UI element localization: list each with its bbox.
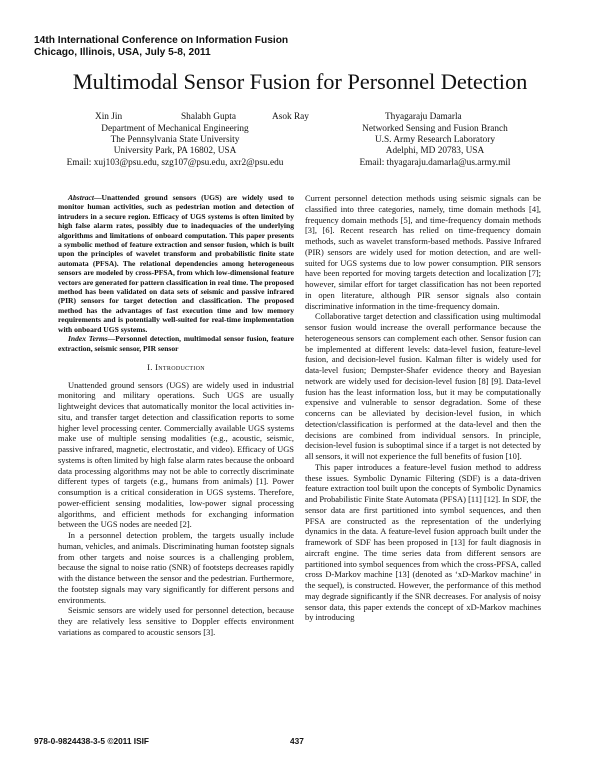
page-number: 437 xyxy=(290,736,304,746)
affiliation-city: Adelphi, MD 20783, USA xyxy=(385,146,485,157)
affiliation-city: University Park, PA 16802, USA xyxy=(113,146,237,157)
paragraph: In a personnel detection problem, the targets usually include human, vehicles, and animals. Discriminating human footstep signals from other targets and noise sources is a challenging problem, because the signal to noise ratio (SNR) of footsteps decreases rapidly with the distance between the sensor and the pedestrian. Furthermore, the footstep signals may vary significantly for different persons and environments. xyxy=(58,530,294,605)
author-name: Shalabh Gupta xyxy=(181,112,236,122)
section-title: Introduction xyxy=(155,361,205,372)
index-terms-label: Index Terms xyxy=(68,334,108,344)
conference-header xyxy=(34,35,288,58)
abstract-text: —Unattended ground sensors (UGS) are widely used to monitor human activities, such as pedestrian motion and detection of intruders in a secure region. Efficacy of UGS systems is often limited by high false alarm rates, possibly due to inadequacies of the underlying algorithms and limitations of onboard computation. This paper presents a symbolic method of feature extraction and sensor fusion, which is built upon the principles of wavelet transform and probabilistic finite state automata (PFSA). The relational dependencies among heterogeneous sensors are modeled by cross-PFSA, from which low-dimensional feature vectors are generated for pattern classification in real time. The proposed method has been validated on data sets of seismic and passive infrared (PIR) sensors for target detection and classification. The proposed method has the advantages of fast execution time and low memory requirements and is potentially well-suited for real-time implementation with onboard UGS systems. xyxy=(58,193,294,334)
affiliation-university: The Pennsylvania State University xyxy=(110,135,240,146)
author-name: Thyagaraju Damarla xyxy=(385,112,462,122)
conference-name: 14th International Conference on Information Fusion xyxy=(34,35,289,46)
paragraph: Unattended ground sensors (UGS) are widely used in industrial monitoring and military operations. Such UGS are usually lightweight devices that automatically monitor the local activities in-situ, and transfer target detection and classification reports to some higher level processing center. Commercially available UGS systems make use of multiple sensing modalities (e.g., acoustic, seismic, passive infrared, magnetic, electrostatic, and video). Efficacy of UGS systems is often limited by high false alarm rates because the onboard data processing algorithms may not be able to correctly discriminate different types of targets (e.g., humans from animals) [1]. Power consumption is a critical consideration in UGS systems. Therefore, power-efficient sensing modalities, low-power signal processing algorithms, and efficient methods for exchanging information between the UGS nodes are needed [2]. xyxy=(58,379,294,530)
index-terms xyxy=(58,334,294,353)
affiliation-dept: Department of Mechanical Engineering xyxy=(101,124,249,134)
paper-title: Multimodal Sensor Fusion for Personnel Detection xyxy=(72,69,528,94)
conference-location: Chicago, Illinois, USA, July 5-8, 2011 xyxy=(34,46,211,58)
paragraph: Current personnel detection methods using seismic signals can be classified into three categories, namely, time domain methods [4], frequency domain methods [5], and time-frequency domain methods [3], [6]. Recent research has relied on time-frequency domain methods, such as wavelet transform-based methods. Passive Infrared (PIR) sensors are widely used for motion detection, and are well-suited for UGS systems due to low power consumption. PIR sensors have been reported for moving targets detection and localization [7]; however, similar effort for target classification has not been reported in open literature, although PIR sensor signals also contain discriminative information in the time-frequency domain. xyxy=(305,193,541,311)
affiliation-email: Email: thyagaraju.damarla@us.army.mil xyxy=(359,157,511,168)
paragraph: Collaborative target detection and classification using multimodal sensor fusion would increase the overall performance because the heterogeneous sensors can complement each other. Sensor fusion can be implemented at different levels: data-level fusion, feature-level fusion, and decision-level fusion. Kalman filter is widely used for data-level fusion; Dempster-Shafer evidence theory and Bayesian network are widely used for decision-level fusion [8] [9]. Data-level fusion has the least information loss, but it may be computationally expensive and vulnerable to sensor degradation. Some of these concerns can be alleviated by decision-level fusion, in which detection/classification is performed at the data-level and then the decisions are combined from individual sensors. In principle, decision-level fusion is suboptimal since if a target is not detected by all sensors, it will not experience the full benefits of fusion [10]. xyxy=(305,311,541,461)
paragraph: This paper introduces a feature-level fusion method to address these issues. Symbolic Dynamic Filtering (SDF) is a data-driven feature extraction tool built upon the concepts of Symbolic Dynamics and Probabilistic Finite State Automata (PFSA) [11] [12]. In SDF, the sensor data are first partitioned into symbol sequences, and then PFSA are constructed as the representation of the underlying dynamics in the data. A feature-level fusion approach built under the framework of SDF has been proposed in [13] for fault diagnosis in aircraft engine. The time series data from different sensors are partitioned into symbol sequences from which the cross-PFSA, called cross D-Markov machine [13] (denoted as ‘xD-Markov machine’ in the sequel), is constructed. However, the performance of this method may degrade significantly if the SNR decreases. For analysis of noisy sensor data, this paper extends the concept of xD-Markov machines by introducing xyxy=(305,461,541,623)
paragraph: Seismic sensors are widely used for personnel detection, because they are relatively less sensitive to Doppler effects environment variations as compared to acoustic sensors [3]. xyxy=(58,605,294,637)
affiliation-left xyxy=(60,124,290,169)
section-number: I. xyxy=(147,361,153,372)
affiliation-org: U.S. Army Research Laboratory xyxy=(374,135,496,146)
abstract xyxy=(58,193,294,334)
author-name: Asok Ray xyxy=(272,112,309,122)
affiliation-right xyxy=(335,124,535,169)
abstract-label: Abstract xyxy=(68,193,94,202)
affiliation-email: Email: xuj103@psu.edu, szg107@psu.edu, axr2@psu.edu xyxy=(66,157,284,168)
author-name: Xin Jin xyxy=(95,112,123,122)
section-heading xyxy=(58,362,294,373)
left-column xyxy=(58,193,294,638)
index-terms-text: —Personnel detection, multimodal sensor fusion, feature extraction, seismic sensor, PIR sensor xyxy=(58,334,294,353)
right-column xyxy=(305,193,541,623)
footer-isbn: 978-0-9824438-3-5 ©2011 ISIF xyxy=(34,736,149,746)
affiliation-dept: Networked Sensing and Fusion Branch xyxy=(362,124,508,134)
